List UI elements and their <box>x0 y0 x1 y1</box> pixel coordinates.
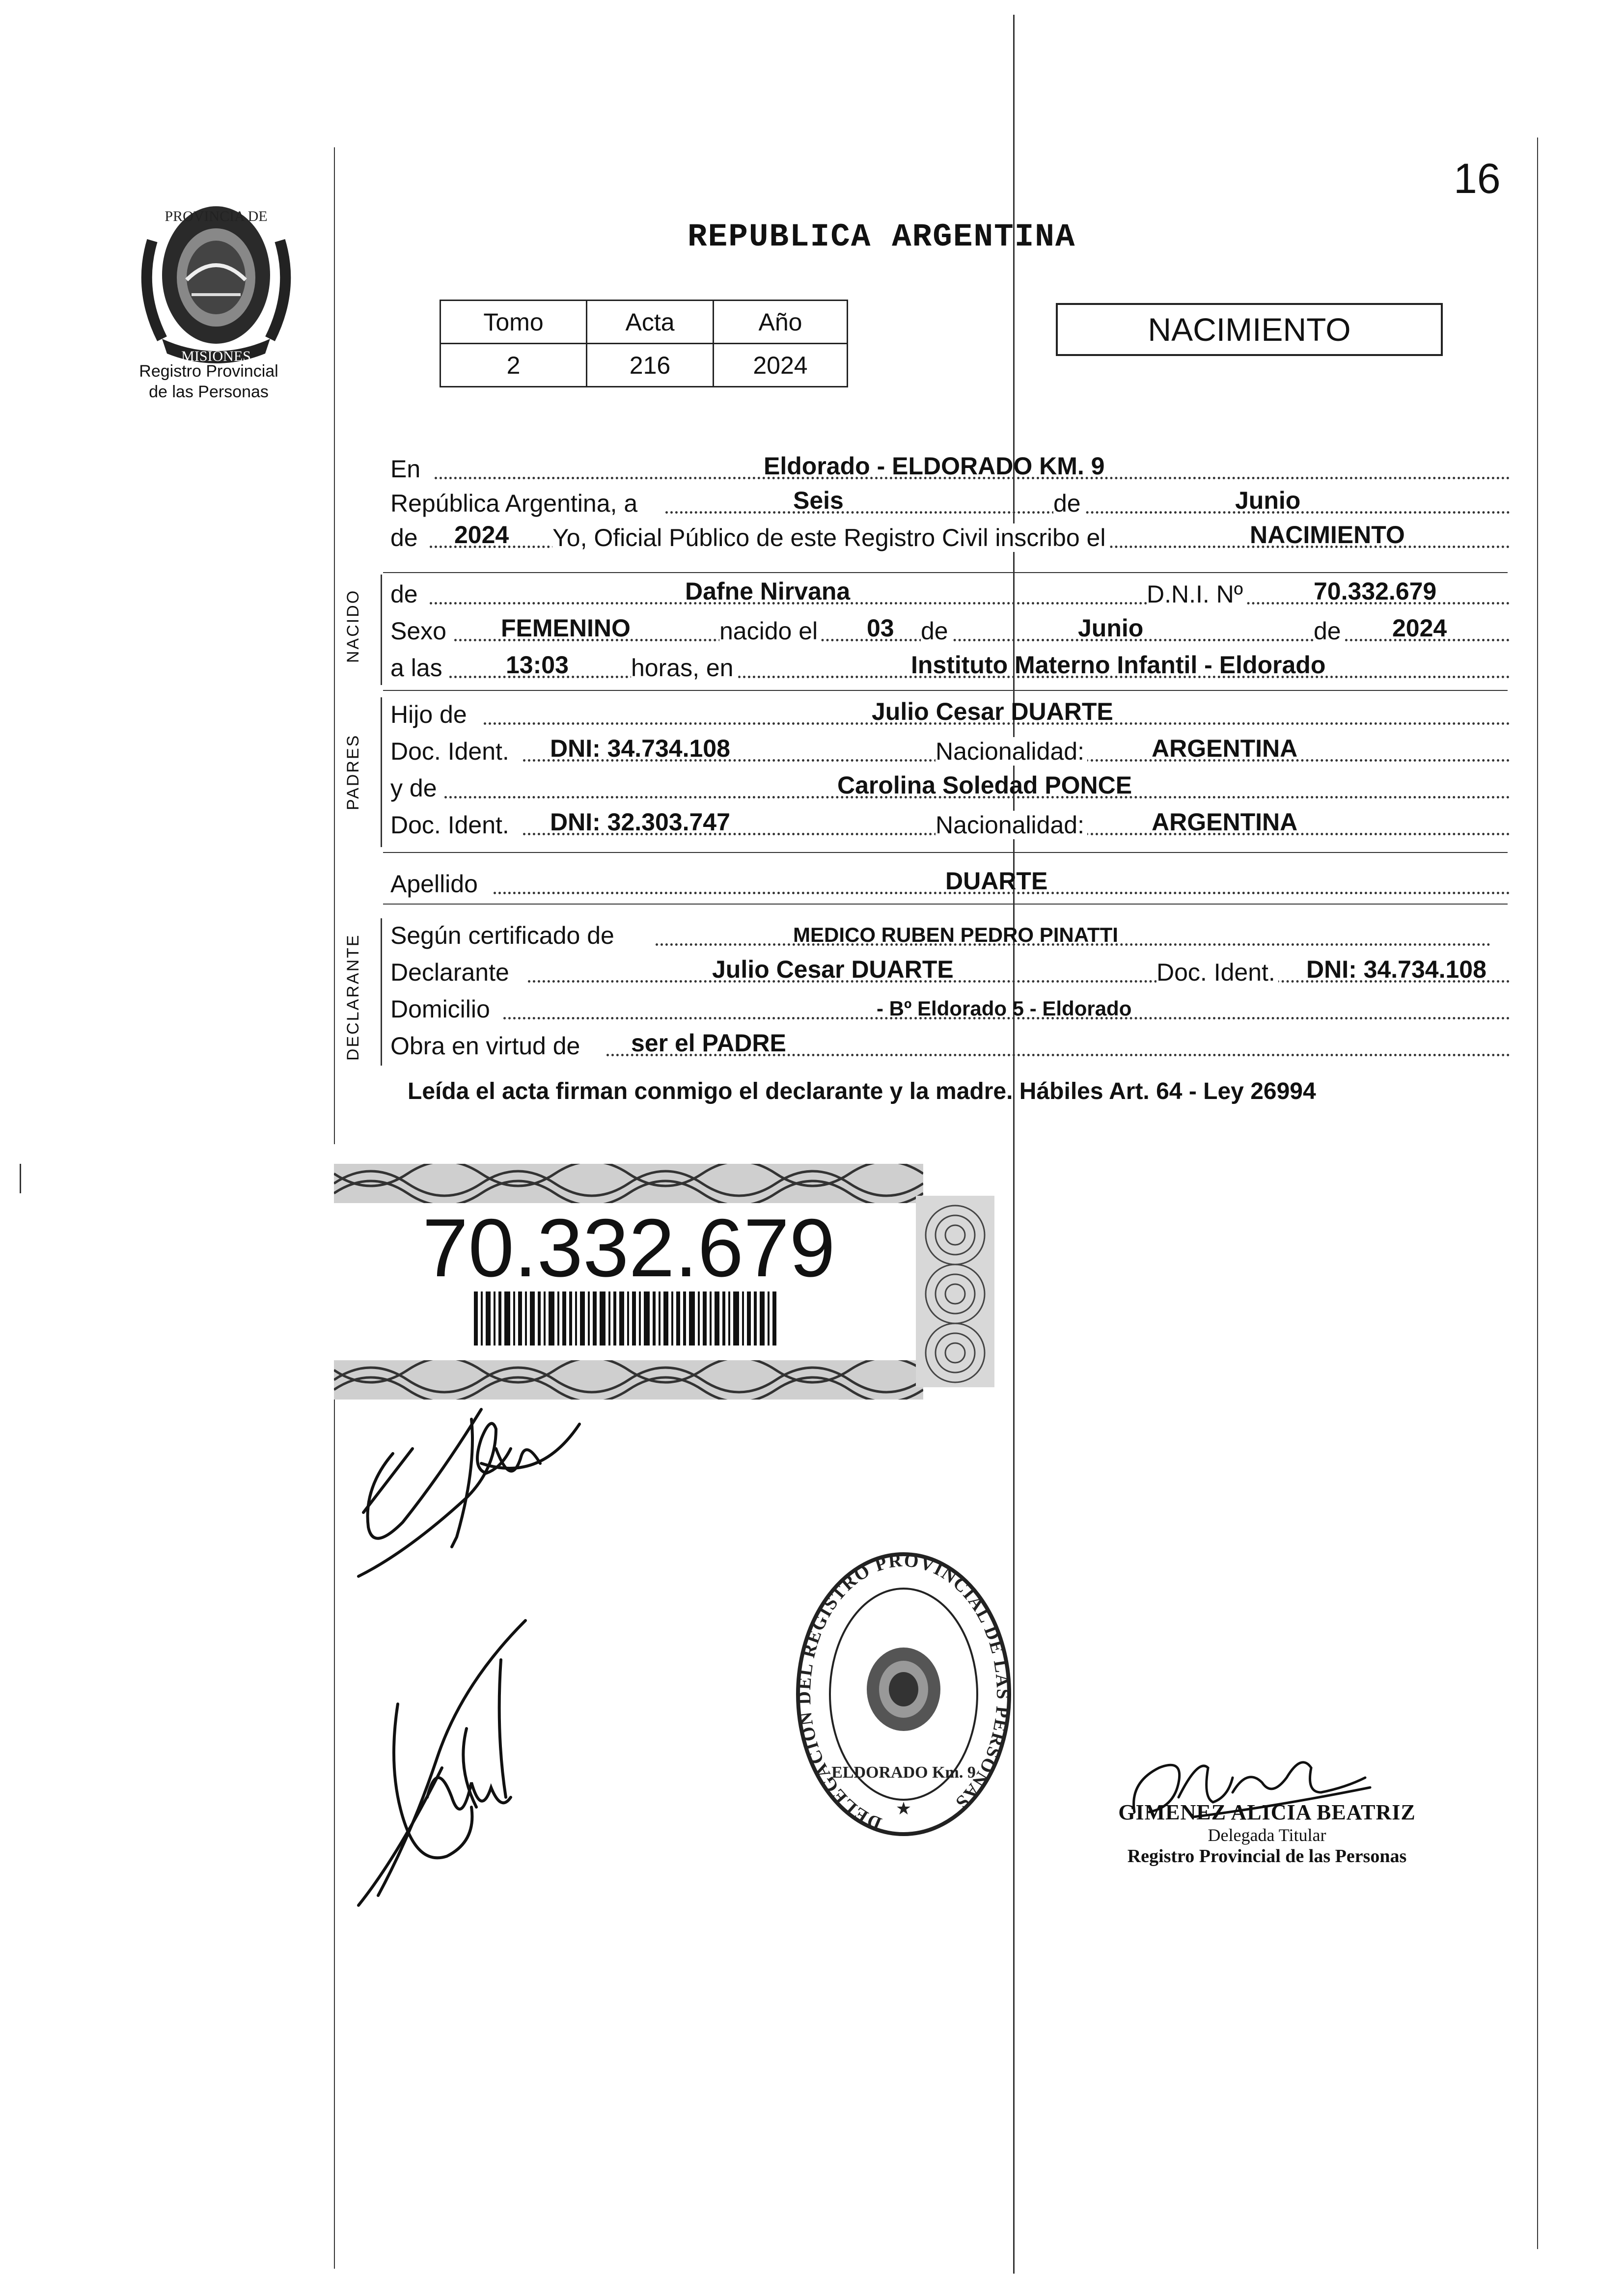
father-nat-value: ARGENTINA <box>1152 735 1298 762</box>
domicilio-value: - Bº Eldorado 5 - Eldorado <box>877 997 1132 1020</box>
nacido-label: nacido el <box>719 617 821 645</box>
logo-caption <box>115 361 302 402</box>
birth-year-value: 2024 <box>1392 614 1447 642</box>
birth-place-value: Instituto Materno Infantil - Eldorado <box>911 651 1326 679</box>
birth-time-value: 13:03 <box>506 651 569 679</box>
tomo-table-header-row <box>440 301 848 344</box>
row-declarante <box>390 955 1510 989</box>
center-fold-line <box>1013 15 1015 2274</box>
month-word-value: Junio <box>1235 487 1301 514</box>
row-oficial <box>390 521 1510 555</box>
separator-padres <box>383 690 1508 691</box>
inscribe-type-value: NACIMIENTO <box>1250 521 1405 549</box>
row-mother-doc <box>390 808 1510 842</box>
declarante-bracket <box>381 918 382 1066</box>
child-dni-value: 70.332.679 <box>1314 577 1437 605</box>
row-certificado <box>390 918 1510 953</box>
sexo-value: FEMENINO <box>501 614 631 642</box>
barcode <box>474 1291 778 1346</box>
row-child-name <box>390 577 1510 611</box>
row-sexo <box>390 614 1510 648</box>
oficial-label: Yo, Oficial Público de este Registro Civil inscribo el <box>552 523 1108 552</box>
declarant-signature <box>334 1390 776 1635</box>
row-place <box>390 452 1510 486</box>
row-father <box>390 697 1510 732</box>
nacionalidad-label: Nacionalidad: <box>936 737 1087 766</box>
signer-role: Delegada Titular <box>1208 1825 1326 1845</box>
row-hora <box>390 651 1510 685</box>
acta-value: 216 <box>587 344 714 387</box>
declarante-doc-value: DNI: 34.734.108 <box>1306 956 1486 983</box>
doc-label-2: Doc. Ident. <box>390 811 512 839</box>
stamp-bottom-text: ELDORADO Km. 9 <box>831 1763 976 1782</box>
declarante-value: Julio Cesar DUARTE <box>712 956 954 983</box>
obra-label: Obra en virtud de <box>390 1032 583 1060</box>
page-number: 16 <box>1454 155 1501 202</box>
year-value: 2024 <box>454 521 509 549</box>
misiones-coat-of-arms-logo <box>118 192 314 388</box>
republica-label: República Argentina, a <box>390 489 640 518</box>
side-label-padres: PADRES <box>344 734 362 810</box>
horas-label: horas, en <box>631 654 736 682</box>
acta-header: Acta <box>587 301 714 344</box>
father-doc-value: DNI: 34.734.108 <box>550 735 730 762</box>
apellido-value: DUARTE <box>945 867 1048 895</box>
security-label-number: 70.332.679 <box>422 1202 835 1294</box>
country-title: REPUBLICA ARGENTINA <box>688 219 1076 255</box>
de-label: de <box>1053 489 1084 518</box>
closing-note: Leída el acta firman conmigo el declarante y la madre. Hábiles Art. 64 - Ley 26994 <box>408 1078 1316 1104</box>
row-apellido <box>390 867 1510 901</box>
signer-name: GIMENEZ ALICIA BEATRIZ <box>1118 1800 1416 1824</box>
hologram-pattern <box>916 1196 994 1387</box>
logo-seal-text-bottom: MISIONES <box>181 348 251 364</box>
official-signer-block <box>1095 1800 1439 1867</box>
mother-name-value: Carolina Soledad PONCE <box>837 771 1132 799</box>
child-name-value: Dafne Nirvana <box>685 577 851 605</box>
yde-label: y de <box>390 774 440 802</box>
row-mother <box>390 771 1510 805</box>
de-label-4: de <box>1314 617 1344 645</box>
star-icon: ★ <box>895 1799 912 1819</box>
anio-header: Año <box>714 301 848 344</box>
tomo-acta-table <box>440 300 848 387</box>
mother-nat-value: ARGENTINA <box>1152 808 1298 836</box>
hijo-label: Hijo de <box>390 700 470 729</box>
right-margin-line <box>1537 137 1538 2249</box>
obra-value: ser el PADRE <box>631 1029 786 1057</box>
tomo-value: 2 <box>440 344 587 387</box>
registry-stamp <box>786 1547 1021 1841</box>
logo-caption-line2: de las Personas <box>149 383 269 401</box>
doc-label: Doc. Ident. <box>390 737 512 766</box>
separator-nacido <box>383 572 1508 573</box>
mother-doc-value: DNI: 32.303.747 <box>550 808 730 836</box>
certificado-value: MEDICO RUBEN PEDRO PINATTI <box>793 923 1118 946</box>
dni-label: D.N.I. Nº <box>1147 580 1246 608</box>
stamp-ring-text: DELEGACION DEL REGISTRO PROVINCIAL DE LAS PERSONAS <box>794 1550 1014 1834</box>
place-value: Eldorado - ELDORADO KM. 9 <box>764 452 1105 480</box>
segun-label: Según certificado de <box>390 921 617 950</box>
nacido-bracket <box>381 575 382 685</box>
birth-day-value: 03 <box>867 614 894 642</box>
day-word-value: Seis <box>793 487 844 514</box>
separator-declarante <box>383 904 1508 905</box>
alas-label: a las <box>390 654 445 682</box>
tomo-table-value-row <box>440 344 848 387</box>
row-date-words <box>390 486 1510 521</box>
guilloche-pattern-top <box>334 1164 923 1203</box>
declarante-label: Declarante <box>390 958 512 987</box>
de-name-label: de <box>390 580 421 608</box>
en-label: En <box>390 455 423 483</box>
row-obra <box>390 1029 1510 1063</box>
left-edge-mark <box>20 1164 21 1193</box>
row-father-doc <box>390 734 1510 769</box>
separator-apellido <box>383 852 1508 853</box>
doc-label-3: Doc. Ident. <box>1156 958 1278 987</box>
anio-value: 2024 <box>714 344 848 387</box>
signer-organization: Registro Provincial de las Personas <box>1127 1846 1407 1867</box>
birth-month-value: Junio <box>1078 614 1144 642</box>
logo-caption-line1: Registro Provincial <box>139 362 278 381</box>
row-domicilio <box>390 992 1510 1026</box>
side-label-declarante: DECLARANTE <box>344 934 362 1061</box>
father-name-value: Julio Cesar DUARTE <box>872 698 1113 725</box>
de-label-2: de <box>390 523 421 552</box>
sexo-label: Sexo <box>390 617 449 645</box>
apellido-label: Apellido <box>390 870 481 898</box>
tomo-header: Tomo <box>440 301 587 344</box>
nacionalidad-label-2: Nacionalidad: <box>936 811 1087 839</box>
act-type-box: NACIMIENTO <box>1056 303 1443 356</box>
de-label-3: de <box>921 617 951 645</box>
logo-seal-text-top: PROVINCIA DE <box>165 208 268 224</box>
domicilio-label: Domicilio <box>390 995 493 1023</box>
mother-signature <box>339 1611 683 1915</box>
side-label-nacido: NACIDO <box>344 589 362 663</box>
padres-bracket <box>381 697 382 847</box>
